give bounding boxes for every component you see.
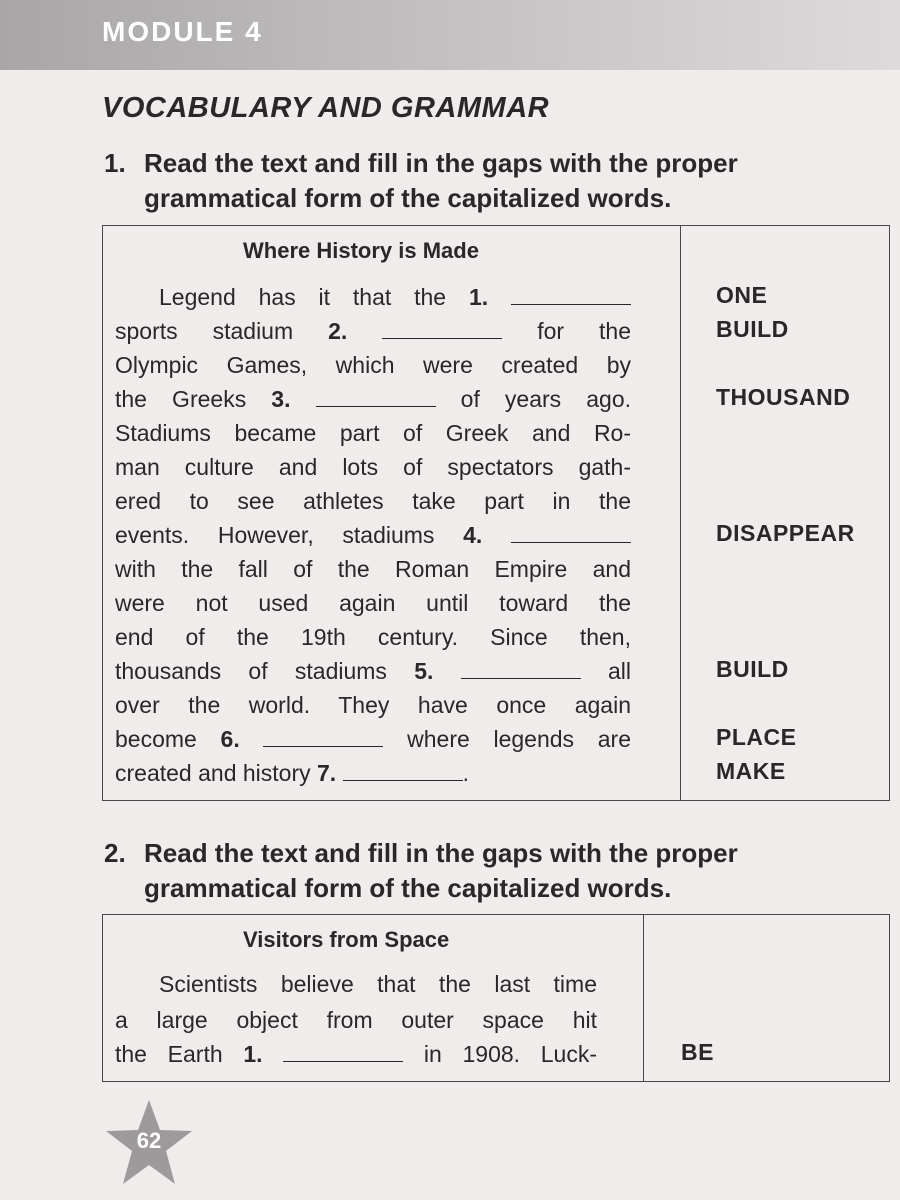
task-2-exercise-box (102, 914, 890, 1082)
task-1-instructions (104, 146, 738, 216)
text-line: Scientists believe that the last time (159, 971, 597, 997)
text-line: a large object from outer space hit (115, 1007, 597, 1033)
module-label: MODULE 4 (102, 16, 263, 47)
gap-1-blank[interactable] (511, 282, 631, 305)
column-divider (643, 915, 644, 1081)
task-2-line-2: grammatical form of the capitalized words. (144, 873, 672, 903)
gap-3-blank[interactable] (316, 384, 436, 407)
task-1-line-1: Read the text and fill in the gaps with the proper (144, 148, 738, 178)
keyword: DISAPPEAR (716, 520, 855, 546)
task-1-line-2: grammatical form of the capitalized words. (144, 183, 672, 213)
gap-6-blank[interactable] (263, 724, 383, 747)
text-line: over the world. They have once again (115, 692, 631, 718)
keyword: BUILD (716, 656, 789, 682)
column-divider (680, 226, 681, 800)
text-line: man culture and lots of spectators gath- (115, 454, 631, 480)
task-2-line-1: Read the text and fill in the gaps with the proper (144, 838, 738, 868)
section-title: VOCABULARY AND GRAMMAR (102, 92, 550, 124)
gap-7-blank[interactable] (343, 758, 463, 781)
text-line: end of the 19th century. Since then, (115, 624, 631, 650)
text-line: sports stadium 2. for the (115, 318, 631, 344)
task-2-instructions (104, 836, 738, 906)
task-1-exercise-box (102, 225, 890, 801)
keyword: PLACE (716, 724, 797, 750)
keyword: MAKE (716, 758, 786, 784)
gap-1-blank[interactable] (283, 1039, 403, 1062)
text-line: with the fall of the Roman Empire and (115, 556, 631, 582)
text-line: Olympic Games, which were created by (115, 352, 631, 378)
text-line: ered to see athletes take part in the (115, 488, 631, 514)
keyword: BE (681, 1039, 714, 1065)
gap-4-blank[interactable] (511, 520, 631, 543)
text-line: created and history 7. . (115, 760, 469, 786)
text-line: Legend has it that the 1. (115, 280, 631, 314)
page-number: 62 (136, 1128, 162, 1153)
text-title: Where History is Made (243, 238, 479, 263)
text-line: Stadiums became part of Greek and Ro- (115, 420, 631, 446)
text-line: the Earth 1. in 1908. Luck- (115, 1041, 598, 1067)
module-header-band (0, 0, 900, 70)
gap-2-blank[interactable] (382, 316, 502, 339)
keyword: BUILD (716, 316, 789, 342)
gap-5-blank[interactable] (461, 656, 581, 679)
text-line: thousands of stadiums 5. all (115, 658, 632, 684)
text-line: become 6. where legends are (115, 726, 632, 752)
page-number-badge (104, 1098, 194, 1188)
keyword: THOUSAND (716, 384, 851, 410)
text-line: were not used again until toward the (115, 590, 631, 616)
text-line: the Greeks 3. of years ago. (115, 386, 632, 412)
keyword: ONE (716, 282, 768, 308)
task-2-number: 2. (104, 838, 126, 868)
task-1-number: 1. (104, 148, 126, 178)
text-line: events. However, stadiums 4. (115, 518, 631, 552)
text-title: Visitors from Space (243, 927, 450, 952)
